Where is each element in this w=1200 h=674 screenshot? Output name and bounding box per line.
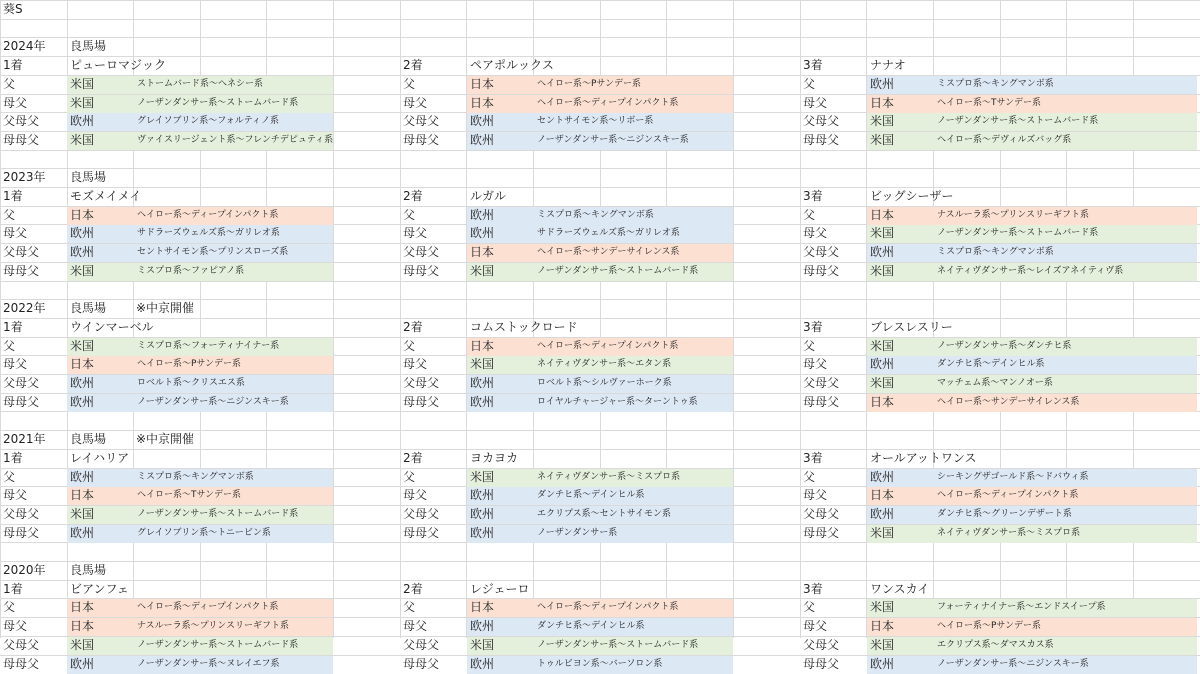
region-value: 日本: [470, 245, 495, 259]
sire-line-value: ノーザンダンサー系～ストームバード系: [937, 116, 1099, 126]
region-value: 米国: [870, 226, 895, 240]
region-value: 欧州: [470, 507, 495, 521]
region-value: 日本: [70, 357, 95, 371]
sire-line-value: ミスプロ系～ファピアノ系: [137, 266, 245, 276]
region-value: 欧州: [70, 114, 95, 128]
region-value: 米国: [870, 339, 895, 353]
track-condition: 良馬場: [70, 432, 107, 446]
sire-line-value: ミスプロ系～キングマンボ系: [137, 472, 254, 482]
sire-line-value: エクリプス系～ダマスカス系: [937, 640, 1054, 650]
pedigree-label: 父: [803, 77, 816, 91]
sire-line-value: ヘイロー系～サンデーサイレンス系: [937, 397, 1080, 407]
pedigree-label: 母父: [3, 357, 28, 371]
region-value: 日本: [70, 619, 95, 633]
sire-line-value: セントサイモン系～リボー系: [537, 116, 654, 126]
pedigree-label: 母父: [803, 226, 828, 240]
track-condition: 良馬場: [70, 563, 107, 577]
placing-label: 2着: [403, 58, 423, 72]
pedigree-label: 父母父: [3, 114, 40, 128]
sire-line-value: ノーザンダンサー系～ダンチヒ系: [937, 341, 1072, 351]
pedigree-label: 父母父: [3, 376, 40, 390]
region-value: 欧州: [470, 395, 495, 409]
region-value: 日本: [470, 77, 495, 91]
pedigree-label: 父: [403, 600, 416, 614]
horse-name: ヨカヨカ: [470, 451, 519, 465]
track-condition: 良馬場: [70, 170, 107, 184]
pedigree-label: 父: [803, 208, 816, 222]
pedigree-label: 父母父: [403, 638, 440, 652]
placing-label: 3着: [803, 451, 823, 465]
pedigree-label: 父: [403, 339, 416, 353]
year-label: 2022年: [3, 301, 46, 315]
sire-line-value: ノーザンダンサー系: [537, 528, 618, 538]
sire-line-value: ヘイロー系～ディープインパクト系: [537, 602, 679, 612]
region-value: 米国: [70, 339, 95, 353]
sire-line-value: ノーザンダンサー系～ストームバード系: [537, 266, 699, 276]
region-value: 欧州: [470, 226, 495, 240]
placing-label: 1着: [3, 582, 23, 596]
sire-line-value: ヘイロー系～Pサンデー系: [537, 79, 641, 89]
sire-line-value: ヘイロー系～Tサンデー系: [937, 98, 1042, 108]
region-value: 米国: [470, 264, 495, 278]
pedigree-label: 父: [403, 208, 416, 222]
horse-name: ビアンフェ: [70, 582, 129, 596]
region-value: 米国: [470, 638, 495, 652]
pedigree-label: 母母父: [3, 657, 40, 671]
pedigree-label: 母母父: [803, 395, 840, 409]
venue-note: ※中京開催: [136, 432, 195, 446]
placing-label: 1着: [3, 58, 23, 72]
placing-label: 3着: [803, 189, 823, 203]
placing-label: 2着: [403, 189, 423, 203]
placing-label: 2着: [403, 451, 423, 465]
region-value: 日本: [870, 488, 895, 502]
sire-line-value: サドラーズウェルズ系～ガリレオ系: [137, 228, 280, 238]
region-value: 欧州: [470, 526, 495, 540]
region-value: 米国: [870, 526, 895, 540]
sire-line-value: ヘイロー系～ディープインパクト系: [937, 490, 1079, 500]
region-value: 米国: [470, 470, 495, 484]
region-value: 米国: [870, 376, 895, 390]
region-value: 欧州: [470, 133, 495, 147]
placing-label: 1着: [3, 189, 23, 203]
region-value: 日本: [70, 600, 95, 614]
horse-name: オールアットワンス: [870, 451, 977, 465]
pedigree-label: 母父: [403, 488, 428, 502]
region-value: 米国: [70, 638, 95, 652]
placing-label: 2着: [403, 582, 423, 596]
pedigree-label: 母父: [403, 226, 428, 240]
region-value: 日本: [870, 96, 895, 110]
region-value: 欧州: [870, 507, 895, 521]
horse-name: ビッグシーザー: [870, 189, 954, 203]
sire-line-value: フォーティナイナー系～エンドスイープ系: [937, 602, 1106, 612]
pedigree-label: 父: [3, 600, 16, 614]
pedigree-label: 母父: [803, 619, 828, 633]
sire-line-value: サドラーズウェルズ系～ガリレオ系: [537, 228, 680, 238]
pedigree-label: 母母父: [403, 264, 440, 278]
sheet-title: 葵S: [3, 2, 23, 16]
sire-line-value: ロイヤルチャージャー系～ターントゥ系: [537, 397, 698, 407]
sire-line-value: トゥルビヨン系～バーソロン系: [537, 659, 663, 669]
region-value: 日本: [470, 600, 495, 614]
placing-label: 2着: [403, 320, 423, 334]
pedigree-label: 父母父: [803, 245, 840, 259]
horse-name: ルガル: [470, 189, 507, 203]
horse-name: モズメイメイ: [70, 189, 142, 203]
sire-line-value: グレイソブリン系～フォルティノ系: [137, 116, 280, 126]
year-label: 2024年: [3, 39, 46, 53]
pedigree-label: 母母父: [3, 395, 40, 409]
pedigree-label: 母父: [803, 357, 828, 371]
region-value: 日本: [470, 96, 495, 110]
pedigree-label: 母父: [403, 357, 428, 371]
region-value: 日本: [870, 395, 895, 409]
sire-line-value: ミスプロ系～キングマンボ系: [937, 79, 1054, 89]
region-value: 欧州: [470, 657, 495, 671]
pedigree-label: 父: [3, 77, 16, 91]
grid-col-line: [733, 0, 734, 638]
region-value: 欧州: [70, 526, 95, 540]
sire-line-value: ネイティヴダンサー系～エタン系: [537, 359, 672, 369]
region-value: 欧州: [870, 357, 895, 371]
pedigree-label: 父母父: [403, 376, 440, 390]
sire-line-value: ネイティヴダンサー系～ミスプロ系: [937, 528, 1081, 538]
region-value: 欧州: [470, 376, 495, 390]
horse-name: ウインマーベル: [70, 320, 154, 334]
sire-line-value: ヘイロー系～ディープインパクト系: [137, 602, 279, 612]
placing-label: 3着: [803, 58, 823, 72]
pedigree-label: 父母父: [803, 376, 840, 390]
pedigree-label: 父: [3, 470, 16, 484]
region-value: 欧州: [70, 395, 95, 409]
region-value: 日本: [470, 339, 495, 353]
sire-line-value: ノーザンダンサー系～ストームバード系: [937, 228, 1099, 238]
pedigree-label: 父: [403, 77, 416, 91]
sire-line-value: ネイティヴダンサー系～レイズアネイティヴ系: [937, 266, 1124, 276]
year-label: 2020年: [3, 563, 46, 577]
region-value: 米国: [870, 600, 895, 614]
region-value: 米国: [70, 77, 95, 91]
pedigree-label: 母父: [3, 619, 28, 633]
placing-label: 1着: [3, 320, 23, 334]
sire-line-value: ヘイロー系～ディープインパクト系: [537, 98, 679, 108]
pedigree-label: 母父: [403, 619, 428, 633]
sire-line-value: マッチェム系～マンノオー系: [937, 378, 1053, 388]
pedigree-label: 母母父: [403, 657, 440, 671]
region-value: 欧州: [470, 208, 495, 222]
sire-line-value: ロベルト系～クリスエス系: [137, 378, 245, 388]
region-value: 欧州: [870, 77, 895, 91]
sire-line-value: ロベルト系～シルヴァーホーク系: [537, 378, 672, 388]
pedigree-label: 母母父: [403, 395, 440, 409]
pedigree-label: 母父: [803, 96, 828, 110]
horse-name: コムストックロード: [470, 320, 578, 334]
pedigree-label: 母母父: [403, 133, 440, 147]
region-value: 日本: [870, 619, 895, 633]
pedigree-label: 父母父: [3, 507, 40, 521]
region-value: 欧州: [470, 488, 495, 502]
pedigree-label: 父: [403, 470, 416, 484]
sire-line-value: ノーザンダンサー系～ニジンスキー系: [537, 135, 689, 145]
placing-label: 3着: [803, 582, 823, 596]
sire-line-value: ダンチヒ系～デインヒル系: [537, 490, 645, 500]
sire-line-value: ストームバード系～ヘネシー系: [137, 79, 264, 89]
sire-line-value: ヴァイスリージェント系～フレンチデピュティ系: [137, 135, 334, 145]
pedigree-label: 父母父: [3, 638, 40, 652]
region-value: 欧州: [70, 470, 95, 484]
sire-line-value: ダンチヒ系～デインヒル系: [537, 621, 645, 631]
pedigree-label: 父: [803, 600, 816, 614]
pedigree-label: 母母父: [803, 133, 840, 147]
pedigree-label: 父: [3, 208, 16, 222]
pedigree-label: 父母父: [403, 245, 440, 259]
pedigree-label: 母父: [3, 226, 28, 240]
sire-line-value: ノーザンダンサー系～ストームバード系: [137, 509, 299, 519]
region-value: 欧州: [470, 114, 495, 128]
region-value: 欧州: [70, 226, 95, 240]
pedigree-label: 母父: [403, 96, 428, 110]
region-value: 米国: [70, 96, 95, 110]
horse-name: ワンスカイ: [870, 582, 930, 596]
sire-line-value: ヘイロー系～Pサンデー系: [137, 359, 241, 369]
sire-line-value: ダンチヒ系～グリーンデザート系: [937, 509, 1072, 519]
sire-line-value: ヘイロー系～サンデーサイレンス系: [537, 247, 680, 257]
region-value: 欧州: [70, 245, 95, 259]
pedigree-label: 母母父: [803, 264, 840, 278]
pedigree-label: 父母父: [803, 114, 840, 128]
sire-line-value: エクリプス系～セントサイモン系: [537, 509, 672, 519]
pedigree-label: 母母父: [3, 133, 40, 147]
pedigree-label: 母父: [803, 488, 828, 502]
grid-col-line: [800, 0, 801, 638]
sire-line-value: ナスルーラ系～プリンスリーギフト系: [937, 210, 1090, 220]
sire-line-value: セントサイモン系～プリンスローズ系: [137, 247, 289, 257]
pedigree-label: 母母父: [403, 526, 440, 540]
region-value: 日本: [70, 488, 95, 502]
pedigree-label: 父: [803, 339, 816, 353]
pedigree-label: 父母父: [3, 245, 40, 259]
sire-line-value: ノーザンダンサー系～ニジンスキー系: [137, 397, 289, 407]
region-value: 米国: [70, 507, 95, 521]
sire-line-value: ミスプロ系～キングマンボ系: [537, 210, 654, 220]
pedigree-label: 母母父: [3, 526, 40, 540]
sire-line-value: ノーザンダンサー系～ニジンスキー系: [937, 659, 1089, 669]
sire-line-value: ネイティヴダンサー系～ミスプロ系: [537, 472, 681, 482]
sire-line-value: ヘイロー系～デヴィルズバッグ系: [937, 135, 1072, 145]
region-value: 欧州: [70, 376, 95, 390]
sire-line-value: ヘイロー系～Tサンデー系: [137, 490, 242, 500]
horse-name: ペアポルックス: [470, 58, 554, 72]
sire-line-value: ノーザンダンサー系～ヌレイエフ系: [137, 659, 280, 669]
track-condition: 良馬場: [70, 301, 107, 315]
year-label: 2023年: [3, 170, 46, 184]
region-value: 欧州: [870, 245, 895, 259]
grid-col-line: [333, 0, 334, 638]
horse-name: ピューロマジック: [70, 58, 167, 72]
region-value: 米国: [470, 357, 495, 371]
placing-label: 3着: [803, 320, 823, 334]
horse-name: ブレスレスリー: [870, 320, 953, 334]
region-value: 日本: [70, 208, 95, 222]
pedigree-label: 父母父: [403, 114, 440, 128]
pedigree-label: 母母父: [3, 264, 40, 278]
pedigree-label: 母母父: [803, 526, 840, 540]
sire-line-value: ヘイロー系～Pサンデー系: [937, 621, 1041, 631]
region-value: 米国: [870, 264, 895, 278]
region-value: 欧州: [870, 657, 895, 671]
region-value: 米国: [870, 133, 895, 147]
sire-line-value: グレイソブリン系～トニービン系: [137, 528, 271, 538]
sire-line-value: ミスプロ系～キングマンボ系: [937, 247, 1054, 257]
placing-label: 1着: [3, 451, 23, 465]
region-value: 欧州: [70, 657, 95, 671]
pedigree-label: 父母父: [803, 507, 840, 521]
region-value: 欧州: [470, 619, 495, 633]
pedigree-label: 母母父: [803, 657, 840, 671]
horse-name: ナナオ: [870, 58, 906, 72]
region-value: 欧州: [870, 470, 895, 484]
sire-line-value: ナスルーラ系～プリンスリーギフト系: [137, 621, 290, 631]
year-label: 2021年: [3, 432, 46, 446]
pedigree-label: 母父: [3, 488, 28, 502]
sire-line-value: シーキングザゴールド系～ドバウィ系: [937, 472, 1089, 482]
sire-line-value: ヘイロー系～ディープインパクト系: [137, 210, 279, 220]
pedigree-label: 父母父: [403, 507, 440, 521]
pedigree-label: 父: [803, 470, 816, 484]
sire-line-value: ノーザンダンサー系～ストームバード系: [137, 98, 299, 108]
sire-line-value: ダンチヒ系～デインヒル系: [937, 359, 1045, 369]
pedigree-label: 父母父: [803, 638, 840, 652]
sire-line-value: ミスプロ系～フォーティナイナー系: [137, 341, 280, 351]
sire-line-value: ヘイロー系～ディープインパクト系: [537, 341, 679, 351]
track-condition: 良馬場: [70, 39, 107, 53]
pedigree-label: 父: [3, 339, 16, 353]
pedigree-label: 母父: [3, 96, 28, 110]
horse-name: レジェーロ: [470, 582, 530, 596]
sire-line-value: ノーザンダンサー系～ストームバード系: [537, 640, 699, 650]
region-value: 米国: [870, 638, 895, 652]
sire-line-value: ノーザンダンサー系～ストームバード系: [137, 640, 299, 650]
region-value: 米国: [70, 133, 95, 147]
region-value: 米国: [70, 264, 95, 278]
horse-name: レイハリア: [70, 451, 130, 465]
region-value: 米国: [870, 114, 895, 128]
grid-col-line: [400, 0, 401, 638]
venue-note: ※中京開催: [136, 301, 195, 315]
region-value: 日本: [870, 208, 895, 222]
